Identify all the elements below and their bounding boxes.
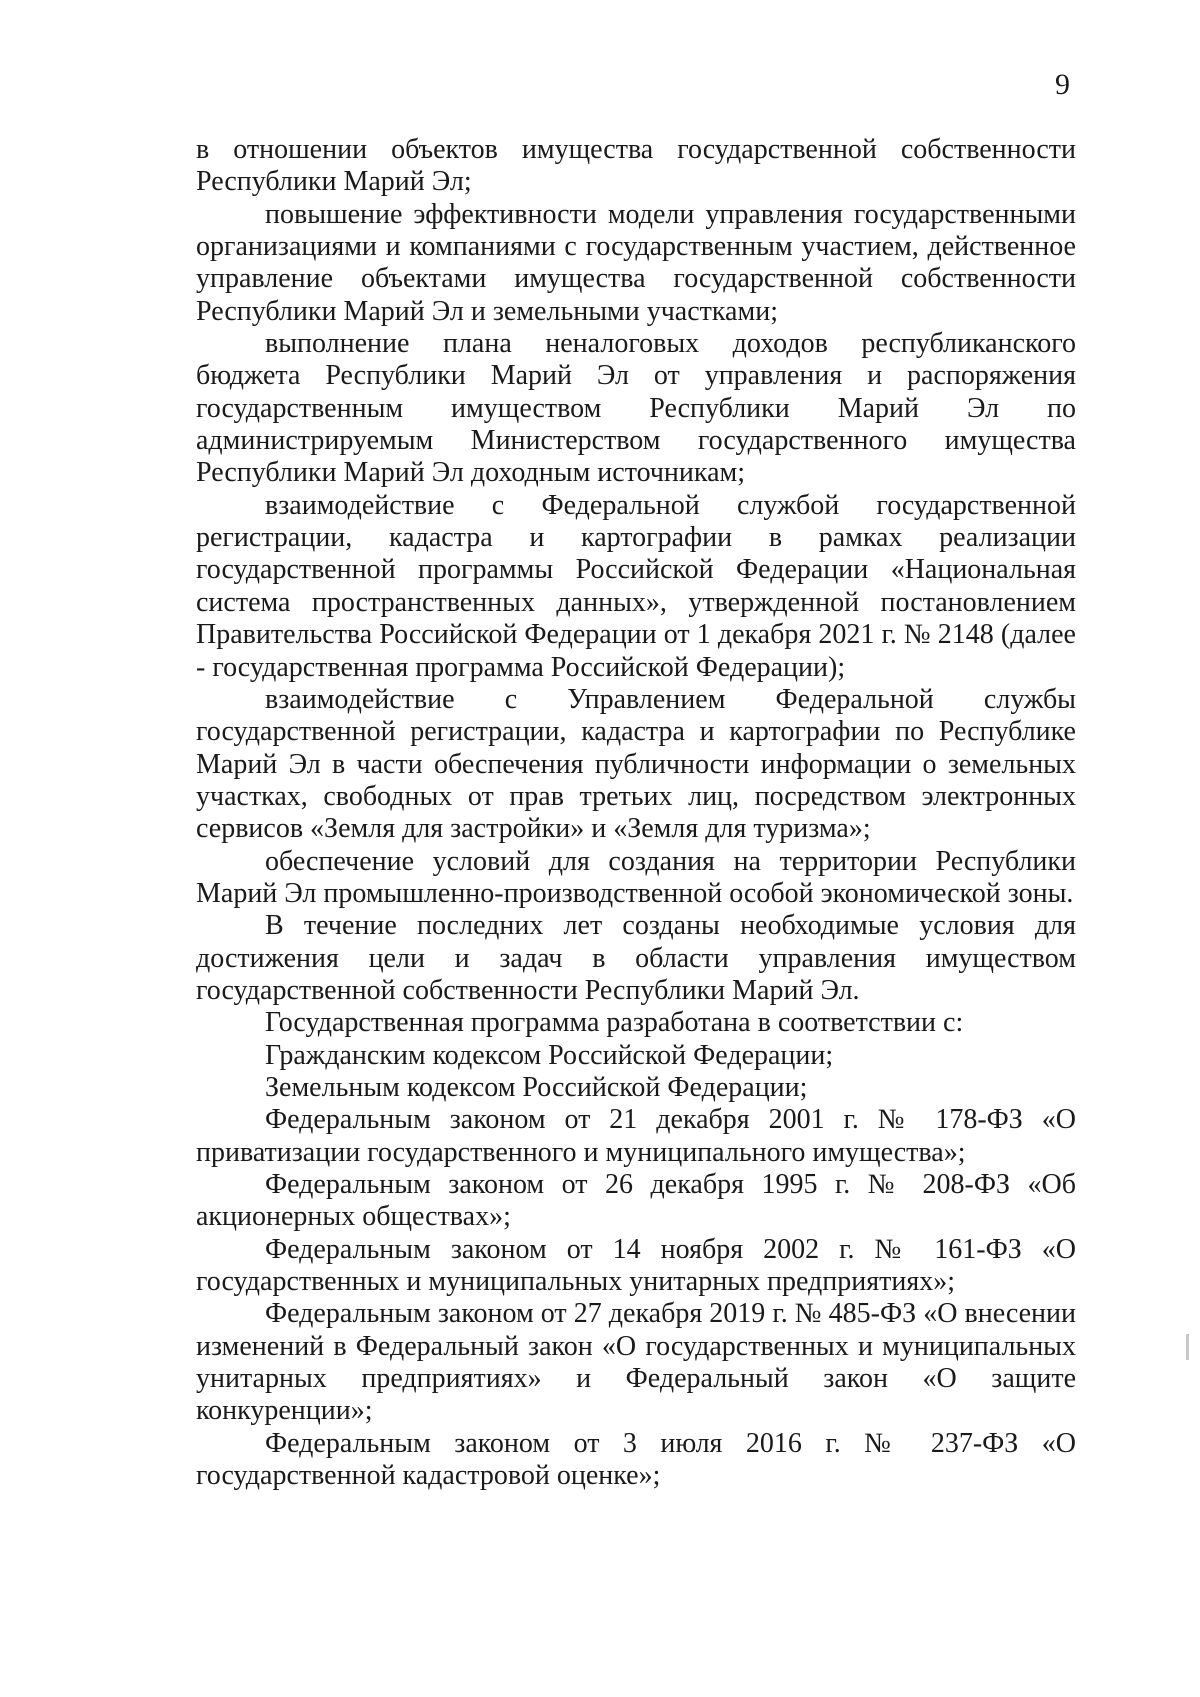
paragraph-4: взаимодействие с Федеральной службой государственной регистрации, кадастра и картографии в рамках реализации государственной программы Российской Федерации «Национальная система пространственных данных», утвержденной постановлением Правительства Российской Федерации от 1 декабря 2021 г. № 2148 (далее - государственная программа Российской Федерации); — [196, 489, 1076, 683]
list-item-land-code: Земельным кодексом Российской Федерации; — [265, 1071, 808, 1103]
page-number: 9 — [1055, 68, 1070, 101]
paragraph-2: повышение эффективности модели управления государственными организациями и компаниями с государственным участием, действенное управление объектами имущества государственной собственности Республики Марий Эл и земельными участками; — [196, 198, 1076, 327]
paragraph-5: взаимодействие с Управлением Федеральной службы государственной регистрации, кадастра и картографии по Республике Марий Эл в части обеспечения публичности информации о земельных участках, свободных от прав третьих лиц, посредством электронных сервисов «Земля для застройки» и «Земля для туризма»; — [196, 683, 1076, 845]
document-body — [196, 134, 1076, 1492]
list-item-law-485: Федеральным законом от 27 декабря 2019 г. № 485-ФЗ «О внесении изменений в Федеральный закон «О государственных и муниципальных унитарных предприятиях» и Федеральный закон «О защите конкуренции»; — [196, 1298, 1076, 1427]
paragraph-1: в отношении объектов имущества государственной собственности Республики Марий Эл; — [196, 134, 1076, 198]
list-item-law-161: Федеральным законом от 14 ноября 2002 г. № 161-ФЗ «О государственных и муниципальных унитарных предприятиях»; — [196, 1233, 1076, 1298]
paragraph-7: В течение последних лет созданы необходимые условия для достижения цели и задач в области управления имуществом государственной собственности Республики Марий Эл. — [196, 910, 1076, 1006]
paragraph-6: обеспечение условий для создания на территории Республики Марий Эл промышленно-производственной особой экономической зоны. — [196, 845, 1076, 909]
paragraph-3: выполнение плана неналоговых доходов республиканского бюджета Республики Марий Эл от управления и распоряжения государственным имуществом Республики Марий Эл по администрируемым Министерством государственного имущества Республики Марий Эл доходным источникам; — [196, 328, 1076, 489]
paragraph-8: Государственная программа разработана в соответствии с: — [265, 1007, 964, 1039]
list-item-law-237: Федеральным законом от 3 июля 2016 г. № 237-ФЗ «О государственной кадастровой оценке»; — [196, 1427, 1076, 1492]
list-item-law-178: Федеральным законом от 21 декабря 2001 г. № 178-ФЗ «О приватизации государственного и муниципального имущества»; — [196, 1104, 1076, 1168]
list-item-law-208: Федеральным законом от 26 декабря 1995 г. № 208-ФЗ «Об акционерных обществах»; — [196, 1169, 1076, 1233]
list-item-civil-code: Гражданским кодексом Российской Федерации; — [265, 1039, 834, 1071]
scan-edge-mark — [1186, 1334, 1189, 1360]
